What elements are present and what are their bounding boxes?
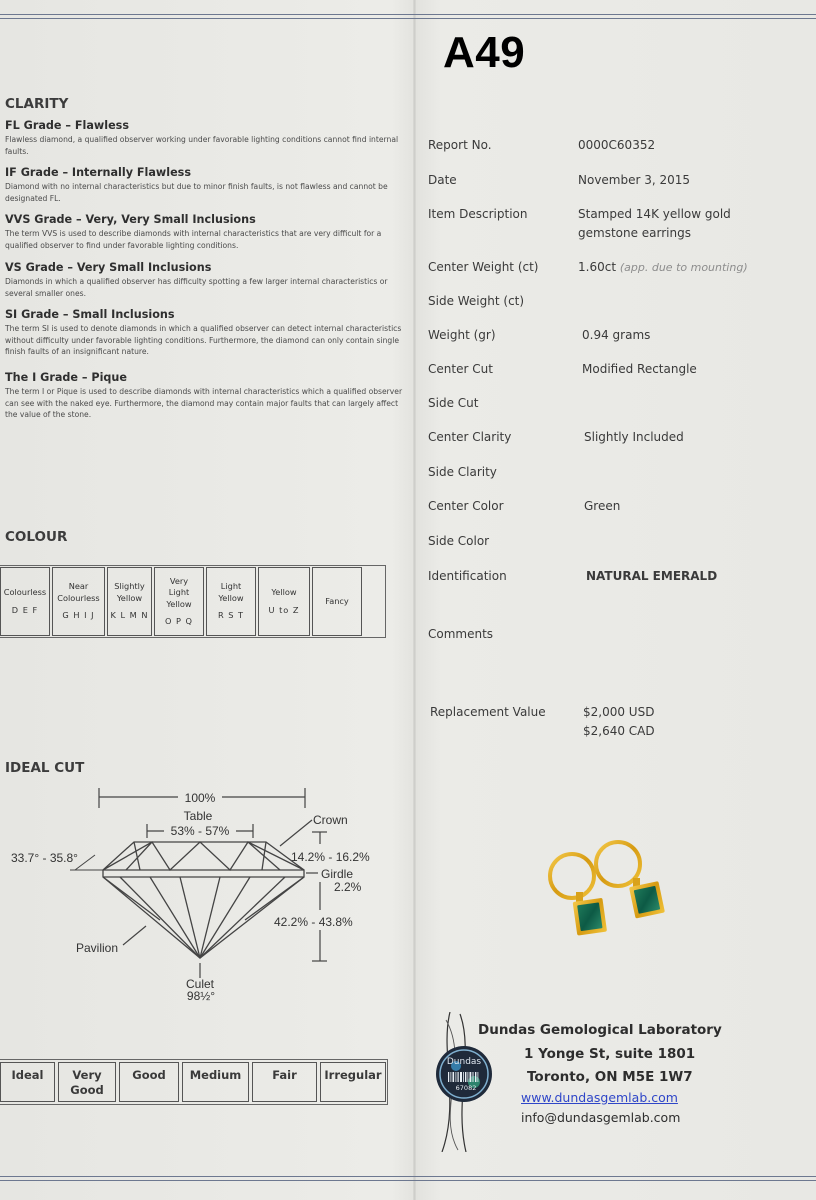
grade-fl (5, 119, 405, 157)
seal-text: Dundas (446, 1057, 482, 1067)
grade-title: VS Grade – Very Small Inclusions (5, 261, 212, 274)
cut-grade-cell: Irregular (320, 1062, 386, 1102)
girdle-label: Girdle (321, 867, 354, 881)
table-label: Table (183, 809, 213, 823)
grade-title: IF Grade – Internally Flawless (5, 166, 191, 179)
bottom-rule (0, 1176, 816, 1177)
bottom-rule-inner (0, 1180, 816, 1181)
cut-grade-cell: Medium (182, 1062, 249, 1102)
ideal-cut-title: IDEAL CUT (5, 760, 85, 776)
colour-cell: Slightly Yellow K L M N (107, 567, 152, 636)
page-fold (413, 0, 416, 1200)
grade-title: SI Grade – Small Inclusions (5, 308, 175, 321)
colour-cell: Yellow U to Z (258, 567, 310, 636)
lab-address-line2: Toronto, ON M5E 1W7 (527, 1069, 693, 1085)
clarity-title: CLARITY (5, 96, 69, 112)
grade-desc: The term VVS is used to describe diamonds with internal characteristics that are very difficult for a qualified observer to find under favorable lighting conditions. (5, 229, 382, 250)
grade-si (5, 308, 405, 358)
lab-email: info@dundasgemlab.com (521, 1110, 681, 1125)
cut-grade-cell: Ideal (0, 1062, 55, 1102)
grade-desc: The term I or Pique is used to describe diamonds with internal characteristics which a qualified observer can see with the naked eye. Furthermore, the diamond may contain major faults that can largely affect the value of the stone. (5, 387, 403, 419)
grade-desc: Diamond with no internal characteristics but due to minor finish faults, is not flawless and cannot be designated FL. (5, 182, 388, 203)
lab-block (478, 1022, 722, 1038)
table-range-label: 53% - 57% (170, 824, 230, 838)
grade-title: The I Grade – Pique (5, 371, 127, 384)
colour-cell: Fancy (312, 567, 362, 636)
cut-grade-scale (0, 1062, 389, 1102)
grade-title: VVS Grade – Very, Very Small Inclusions (5, 213, 256, 226)
grade-desc: The term SI is used to denote diamonds in which a qualified observer can detect internal characteristics without difficulty under favorable lighting conditions. Furthermore, the diamond can only contain single finish faults of an insignificant nature. (5, 324, 402, 356)
grade-i (5, 371, 405, 421)
colour-cell: Light Yellow R S T (206, 567, 256, 636)
cut-grade-cell: Very Good (58, 1062, 116, 1102)
cut-grade-cell: Good (119, 1062, 179, 1102)
diamond-diagram (0, 780, 400, 1010)
culet-value-label: 98½° (186, 989, 216, 1003)
colour-cell: Colourless D E F (0, 567, 50, 636)
grade-if (5, 166, 405, 204)
crown-angle-label: 33.7° - 35.8° (11, 851, 78, 865)
culet-label: Culet (185, 977, 215, 991)
cut-grade-cell: Fair (252, 1062, 317, 1102)
colour-title: COLOUR (5, 529, 68, 545)
pavilion-label: Pavilion (76, 941, 119, 955)
colour-scale (0, 567, 364, 636)
crown-height-label: 14.2% - 16.2% (291, 850, 370, 864)
grade-vs (5, 261, 405, 299)
top-rule (0, 14, 816, 15)
lab-name: Dundas Gemological Laboratory (478, 1022, 722, 1038)
total-width-label: 100% (184, 791, 216, 805)
girdle-value-label: 2.2% (334, 880, 362, 894)
certificate-page: A49 CLARITY FL Grade – Flawless Flawless diamond, a qualified observer working under favorable lighting conditions cannot find internal faults. IF Grade – Internally Flawless Diamond with no internal characteristics but due to minor finish faults, is not flawless and cannot be designated FL. VVS Grade – Very, Very Small Inclusions The term VVS is used to describe diamonds with internal characteristics that are very difficult for a qualified observer to find under favorable lighting conditions. VS Grade – Very Small Inclusions Diamonds in which a qualified observer has difficulty spotting a few larger internal characteristics or several smaller ones. SI Grade – Small Inclusions The term SI is used to denote diamonds in which a qualified observer can detect internal characteristics without difficulty under favorable lighting conditions. Furthermore, the diamond can only contain single finish faults of an insignificant nature. The I Grade – Pique The term I or Pique is used to describe diamonds with internal characteristics which a qualified observer can see with the naked eye. Furthermore, the diamond may contain major faults that can largely affect the value of the stone. COLOUR Colourless D E F Near Colourless G H I J Slightly Yellow K L M N Very Light Yellow O P Q Light Yellow R S T Yellow U to Z Fancy IDEAL CUT 100% Table 53% - 57% Crown 33.7° - 35.8° 14.2% - 16.2% Girdle 2.2% 42.2% - 43.8% Pavilion Culet 98½° Ideal Very Good Good Medium Fair Irregular Report No. 0000C60352 Date November 3, 2015 Item Description Stamped 14K yellow gold gemstone earrings Center Weight (ct) 1.60ct (app. due to mounting) Side Weight (ct) Weight (gr) 0.94 grams Center Cut Modified Rectangle Side Cut Center Clarity Slightly Included Side Clarity Center Color Green Side Color Identification NATURAL EMERALD Comments Replacement Value $2,000 USD $2,640 CAD Dundas 67082 Dundas Gemological Laboratory 1 Yonge St, suite 1801 Toronto, ON M5E 1W7 www.dundasgemlab.com info@dundasgemlab.com (0, 0, 816, 1200)
top-rule-inner (0, 18, 816, 19)
earrings-photo (538, 838, 678, 948)
grade-vvs (5, 213, 405, 251)
stamp-number: A49 (443, 28, 526, 77)
grade-title: FL Grade – Flawless (5, 119, 129, 132)
pavilion-depth-label: 42.2% - 43.8% (274, 915, 353, 929)
seal-number: 67082 (455, 1084, 477, 1092)
colour-cell: Very Light Yellow O P Q (154, 567, 204, 636)
crown-label: Crown (313, 813, 348, 827)
lab-website-link[interactable]: www.dundasgemlab.com (521, 1090, 678, 1105)
grade-desc: Diamonds in which a qualified observer has difficulty spotting a few larger internal characteristics or several smaller ones. (5, 277, 388, 298)
lab-address-line1: 1 Yonge St, suite 1801 (524, 1046, 696, 1062)
grade-desc: Flawless diamond, a qualified observer working under favorable lighting conditions cannot find internal faults. (5, 135, 399, 156)
colour-cell: Near Colourless G H I J (52, 567, 105, 636)
